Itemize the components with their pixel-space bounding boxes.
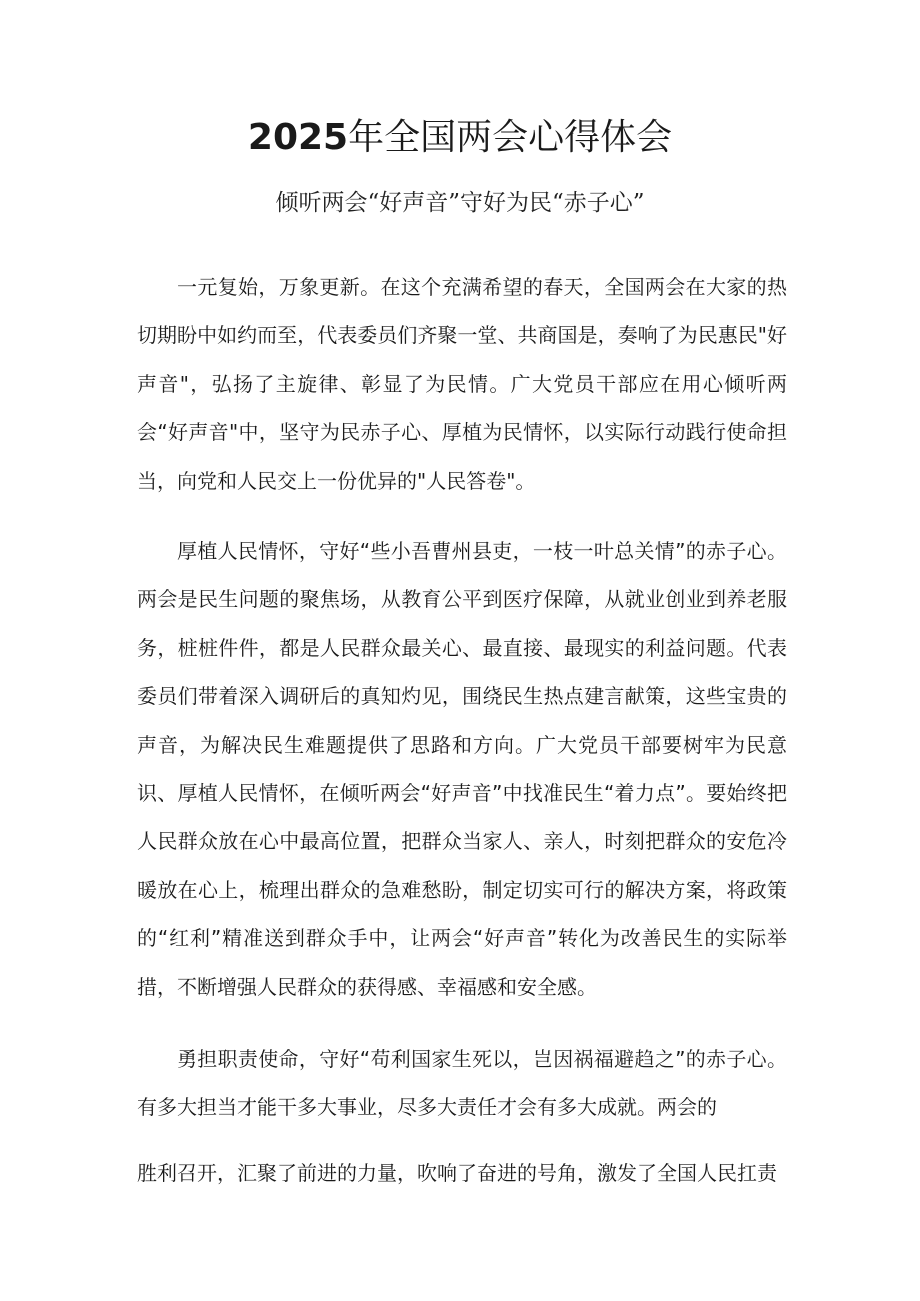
document-title — [0, 112, 920, 164]
title-year: 2025 — [247, 117, 349, 158]
paragraph-intro: 一元复始，万象更新。在这个充满希望的春天，全国两会在大家的热切期盼中如约而至，代表委员们齐聚一堂、共商国是，奏响了为民惠民"好声音"，弘扬了主旋律、彰显了为民情。广大党员干部应在用心倾听两会“好声音"中，坚守为民赤子心、厚植为民情怀，以实际行动践行使命担当，向党和人民交上一份优异的"人民答卷"。 — [137, 275, 787, 493]
paragraph-people-sentiment: 厚植人民情怀，守好“些小吾曹州县吏，一枝一叶总关情”的赤子心。两会是民生问题的聚焦场，从教育公平到医疗保障，从就业创业到养老服务，桩桩件件，都是人民群众最关心、最直接、最现实的利益问题。代表委员们带着深入调研后的真知灼见，围绕民生热点建言献策，这些宝贵的声音，为解决民生难题提供了思路和方向。广大党员干部要树牢为民意识、厚植人民情怀，在倾听两会“好声音”中找准民生“着力点”。要始终把人民群众放在心中最高位置，把群众当家人、亲人，时刻把群众的安危冷暖放在心上，梳理出群众的急难愁盼，制定切实可行的解决方案，将政策的“红利”精准送到群众手中，让两会“好声音”转化为改善民生的实际举措，不断增强人民群众的获得感、幸福感和安全感。 — [137, 539, 787, 999]
title-text: 年全国两会心得体会 — [348, 117, 673, 158]
paragraph-continuation: 胜利召开，汇聚了前进的力量，吹响了奋进的号角，激发了全国人民扛责 — [137, 1161, 777, 1185]
document-subtitle: 倾听两会“好声音”守好为民“赤子心” — [275, 190, 645, 216]
paragraph-duty-mission: 勇担职责使命，守好“苟利国家生死以，岂因祸福避趋之”的赤子心。有多大担当才能干多大事业，尽多大责任才会有多大成就。两会的 — [137, 1047, 787, 1120]
